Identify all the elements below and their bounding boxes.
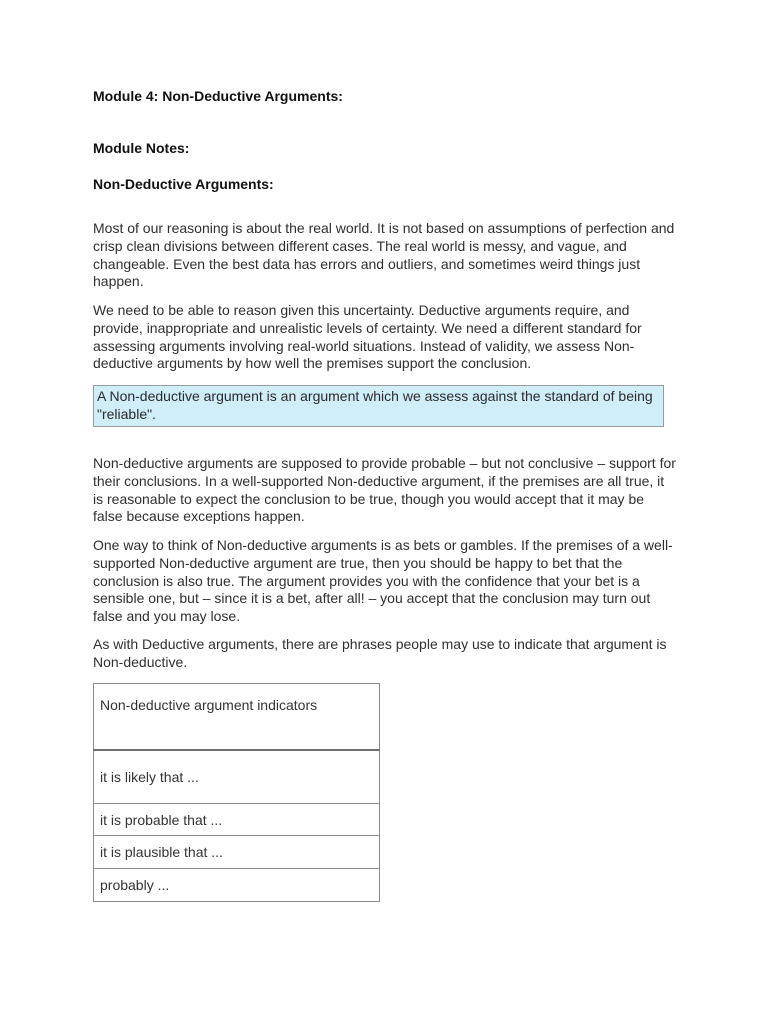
table-cell: it is likely that ... <box>94 750 380 804</box>
table-header-cell: Non-deductive argument indicators <box>94 684 380 751</box>
table-cell: it is probable that ... <box>94 804 380 836</box>
paragraph-indicator-phrases: As with Deductive arguments, there are phrases people may use to indicate that argument is Non-deductive. <box>93 636 667 670</box>
paragraph-bets: One way to think of Non-deductive arguments is as bets or gambles. If the premises of a well-supported Non-deductive argument are true, then you should be happy to bet that the conclusion is also true. The argument provides you with the confidence that your bet is a sensible one, but – since it is a bet, after all! – you accept that the conclusion may turn out false and you may lose. <box>93 537 673 625</box>
paragraph-probable-support: Non-deductive arguments are supposed to provide probable – but not conclusive – support for their conclusions. In a well-supported Non-deductive argument, if the premises are all true, it is reasonable to expect the conclusion to be true, though you would accept that it may be false because exceptions happen. <box>93 455 676 525</box>
definition-callout: A Non-deductive argument is an argument which we assess against the standard of being "reliable". <box>93 385 664 427</box>
paragraph-uncertainty: We need to be able to reason given this uncertainty. Deductive arguments require, and provide, inappropriate and unrealistic levels of certainty. We need a different standard for assessing arguments involving real-world situations. Instead of validity, we assess Non-deductive arguments by how well the premises support the conclusion. <box>93 302 642 372</box>
section-heading: Non-Deductive Arguments: <box>93 176 274 192</box>
table-row <box>94 836 380 869</box>
paragraph-real-world: Most of our reasoning is about the real world. It is not based on assumptions of perfection and crisp clean divisions between different cases. The real world is messy, and vague, and changeable. Even the best data has errors and outliers, and sometimes weird things just happen. <box>93 220 675 290</box>
module-notes-heading: Module Notes: <box>93 140 190 156</box>
table-cell: it is plausible that ... <box>94 836 380 869</box>
indicators-table <box>93 683 380 902</box>
table-cell: probably ... <box>94 869 380 902</box>
module-title: Module 4: Non-Deductive Arguments: <box>93 88 343 104</box>
table-row <box>94 750 380 804</box>
table-row <box>94 869 380 902</box>
table-header-row <box>94 684 380 751</box>
table-row <box>94 804 380 836</box>
